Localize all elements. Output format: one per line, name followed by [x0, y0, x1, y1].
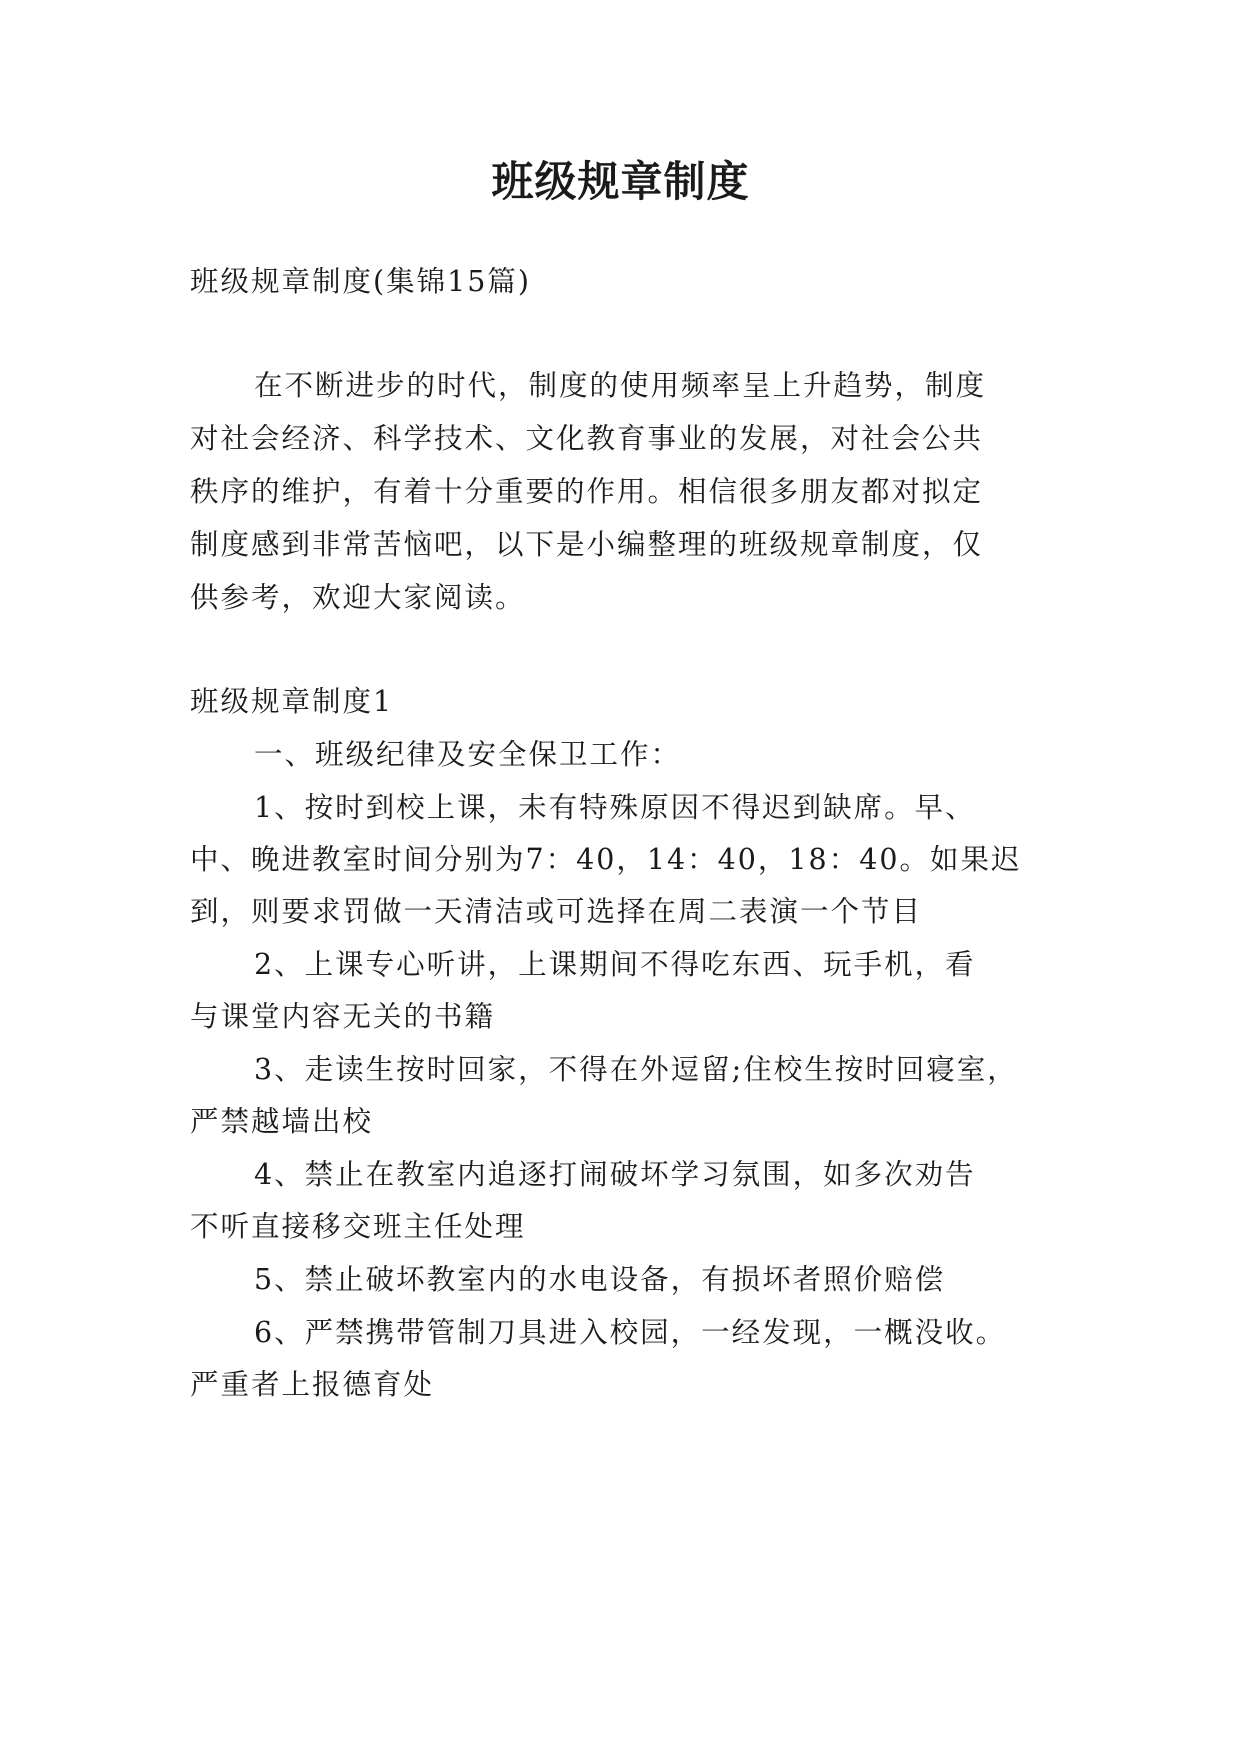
rule-line: 中、晚进教室时间分别为7：40，14：40，18：40。如果迟	[190, 843, 1022, 876]
rule-line: 3、走读生按时回家，不得在外逗留;住校生按时回寝室，	[254, 1053, 1018, 1086]
intro-line: 供参考，欢迎大家阅读。	[190, 581, 526, 614]
document-title: 班级规章制度	[491, 157, 750, 206]
rule-line: 2、上课专心听讲，上课期间不得吃东西、玩手机，看	[254, 948, 976, 981]
rule-line: 4、禁止在教室内追逐打闹破坏学习氛围，如多次劝告	[254, 1158, 976, 1191]
rule-line: 一、班级纪律及安全保卫工作：	[254, 738, 682, 771]
intro-line: 秩序的维护，有着十分重要的作用。相信很多朋友都对拟定	[190, 475, 984, 508]
rule-line: 严禁越墙出校	[190, 1105, 374, 1138]
rule-line: 严重者上报德育处	[190, 1368, 435, 1401]
rule-line: 6、严禁携带管制刀具进入校园，一经发现，一概没收。	[254, 1316, 1007, 1349]
section-heading: 班级规章制度1	[190, 685, 394, 718]
intro-line: 在不断进步的时代，制度的使用频率呈上升趋势，制度	[254, 369, 987, 402]
rule-line: 1、按时到校上课，未有特殊原因不得迟到缺席。早、	[254, 791, 976, 824]
rule-line: 到，则要求罚做一天清洁或可选择在周二表演一个节目	[190, 895, 923, 928]
rule-line: 与课堂内容无关的书籍	[190, 1000, 496, 1033]
intro-line: 对社会经济、科学技术、文化教育事业的发展，对社会公共	[190, 422, 984, 455]
intro-line: 制度感到非常苦恼吧，以下是小编整理的班级规章制度，仅	[190, 528, 984, 561]
rule-line: 5、禁止破坏教室内的水电设备，有损坏者照价赔偿	[254, 1263, 946, 1296]
rule-line: 不听直接移交班主任处理	[190, 1210, 526, 1243]
document-subtitle: 班级规章制度(集锦15篇)	[190, 265, 532, 298]
